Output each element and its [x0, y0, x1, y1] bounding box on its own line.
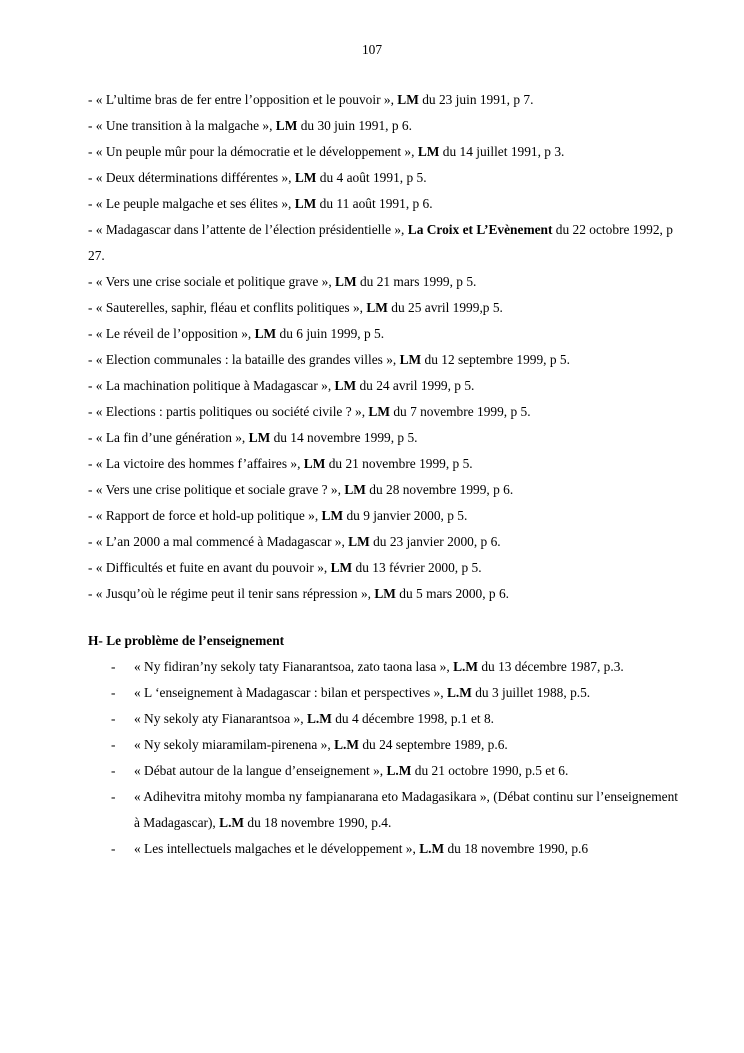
reference-source: LM — [348, 534, 370, 549]
reference-item — [88, 503, 678, 529]
reference-title: « Les intellectuels malgaches et le développement », — [134, 841, 420, 856]
list-item — [88, 654, 678, 680]
reference-source: LM — [254, 326, 277, 341]
reference-title: - « Elections : partis politiques ou société civile ? », — [88, 404, 369, 419]
bullet-dash: - — [111, 711, 116, 726]
reference-source: LM — [335, 274, 357, 289]
bullet-dash: - — [111, 737, 116, 752]
reference-source: LM — [366, 300, 388, 315]
reference-source: LM — [417, 144, 440, 159]
reference-date: du 23 juin 1991, p 7. — [418, 92, 534, 107]
reference-date: du 23 janvier 2000, p 6. — [369, 534, 501, 549]
reference-item — [88, 165, 678, 191]
reference-item — [88, 373, 678, 399]
reference-date: du 22 octobre 1992, p 27. — [88, 222, 673, 263]
reference-date: du 11 août 1991, p 6. — [316, 196, 433, 211]
bullet-dash: - — [111, 841, 116, 856]
reference-source: LM — [294, 170, 317, 185]
reference-date: du 21 octobre 1990, p.5 et 6. — [411, 763, 569, 778]
reference-title: - « Le réveil de l’opposition », — [88, 326, 255, 341]
reference-title: - « Jusqu’où le régime peut il tenir sans répression », — [88, 586, 375, 601]
reference-source: LM — [368, 404, 390, 419]
reference-date: du 21 mars 1999, p 5. — [356, 274, 477, 289]
page-number: 107 — [361, 42, 383, 57]
reference-date: du 25 avril 1999,p 5. — [387, 300, 503, 315]
reference-date: du 18 novembre 1990, p.4. — [244, 815, 392, 830]
reference-title: - « Rapport de force et hold-up politique », — [88, 508, 322, 523]
reference-source: L.M — [306, 711, 332, 726]
reference-source: L.M — [386, 763, 412, 778]
reference-title: - « L’an 2000 a mal commencé à Madagascar », — [88, 534, 349, 549]
reference-source: LM — [248, 430, 271, 445]
list-item — [88, 680, 678, 706]
list-item — [88, 732, 678, 758]
reference-title: - « L’ultime bras de fer entre l’opposition et le pouvoir », — [88, 92, 398, 107]
reference-source: L.M — [453, 659, 478, 674]
reference-date: du 24 septembre 1989, p.6. — [358, 737, 508, 752]
reference-item — [88, 555, 678, 581]
reference-source: LM — [294, 196, 317, 211]
reference-date: du 14 juillet 1991, p 3. — [439, 144, 565, 159]
reference-date: du 3 juillet 1988, p.5. — [471, 685, 591, 700]
reference-source: LM — [303, 456, 326, 471]
reference-item — [88, 347, 678, 373]
reference-title: - « Vers une crise politique et sociale grave ? », — [88, 482, 345, 497]
list-item — [88, 706, 678, 732]
reference-date: du 24 avril 1999, p 5. — [356, 378, 475, 393]
reference-title: - « Sauterelles, saphir, fléau et conflits politiques », — [88, 300, 367, 315]
reference-title: - « La fin d’une génération », — [88, 430, 249, 445]
reference-item — [88, 451, 678, 477]
reference-item — [88, 191, 678, 217]
reference-item — [88, 477, 678, 503]
reference-date: du 12 septembre 1999, p 5. — [421, 352, 570, 367]
reference-date: du 4 décembre 1998, p.1 et 8. — [331, 711, 494, 726]
reference-item — [88, 269, 678, 295]
reference-title: - « La victoire des hommes f’affaires », — [88, 456, 304, 471]
reference-source: LM — [321, 508, 344, 523]
reference-item — [88, 295, 678, 321]
reference-title: « Ny sekoly aty Fianarantsoa », — [134, 711, 307, 726]
reference-item — [88, 321, 678, 347]
reference-title: - « Le peuple malgache et ses élites », — [88, 196, 295, 211]
reference-title: « Ny sekoly miaramilam-pirenena », — [134, 737, 335, 752]
reference-date: du 7 novembre 1999, p 5. — [389, 404, 531, 419]
reference-date: du 28 novembre 1999, p 6. — [365, 482, 514, 497]
reference-date: du 5 mars 2000, p 6. — [395, 586, 510, 601]
reference-list — [88, 87, 678, 607]
bullet-dash: - — [111, 789, 116, 804]
reference-source: L.M — [334, 737, 359, 752]
reference-title: - « Une transition à la malgache », — [88, 118, 276, 133]
reference-title: - « Deux déterminations différentes », — [88, 170, 295, 185]
list-item — [88, 758, 678, 784]
reference-source: LM — [275, 118, 298, 133]
reference-item — [88, 139, 678, 165]
list-item — [88, 836, 678, 862]
reference-title: « Ny fidiran’ny sekoly taty Fianarantsoa, zato taona lasa », — [134, 659, 454, 674]
reference-item — [88, 581, 678, 607]
reference-title: « L ‘enseignement à Madagascar : bilan et perspectives », — [134, 685, 447, 700]
reference-item — [88, 399, 678, 425]
reference-source: La Croix et L’Evènement — [407, 222, 553, 237]
reference-item — [88, 113, 678, 139]
reference-title: - « Vers une crise sociale et politique grave », — [88, 274, 336, 289]
bullet-dash: - — [111, 685, 116, 700]
reference-title: « Débat autour de la langue d’enseignement », — [134, 763, 387, 778]
reference-source: L.M — [446, 685, 472, 700]
reference-date: du 6 juin 1999, p 5. — [276, 326, 385, 341]
bullet-dash: - — [111, 763, 116, 778]
reference-title: - « Un peuple mûr pour la démocratie et le développement », — [88, 144, 418, 159]
list-item — [88, 784, 678, 836]
reference-title: - « Madagascar dans l’attente de l’élection présidentielle », — [88, 222, 408, 237]
reference-source: LM — [374, 586, 396, 601]
reference-source: LM — [397, 92, 419, 107]
reference-source: LM — [344, 482, 366, 497]
reference-item — [88, 87, 678, 113]
reference-source: LM — [399, 352, 422, 367]
reference-item — [88, 529, 678, 555]
reference-date: du 9 janvier 2000, p 5. — [343, 508, 468, 523]
reference-title: - « Difficultés et fuite en avant du pouvoir », — [88, 560, 331, 575]
reference-source: L.M — [419, 841, 445, 856]
reference-source: L.M — [219, 815, 245, 830]
reference-item — [88, 425, 678, 451]
reference-date: du 21 novembre 1999, p 5. — [325, 456, 473, 471]
bullet-dash: - — [111, 659, 116, 674]
reference-source: LM — [330, 560, 353, 575]
reference-title: - « Election communales : la bataille des grandes villes », — [88, 352, 400, 367]
section-heading: H- Le problème de l’enseignement — [88, 633, 285, 648]
reference-date: du 13 février 2000, p 5. — [352, 560, 482, 575]
reference-title: « Adihevitra mitohy momba ny fampianarana eto Madagasikara », (Débat continu sur l’enseignement à Madagascar), — [134, 789, 679, 830]
reference-date: du 13 décembre 1987, p.3. — [477, 659, 624, 674]
reference-item — [88, 217, 678, 269]
reference-date: du 18 novembre 1990, p.6 — [444, 841, 589, 856]
reference-date: du 30 juin 1991, p 6. — [297, 118, 412, 133]
reference-date: du 4 août 1991, p 5. — [316, 170, 427, 185]
reference-title: - « La machination politique à Madagascar », — [88, 378, 335, 393]
reference-date: du 14 novembre 1999, p 5. — [270, 430, 418, 445]
reference-source: LM — [334, 378, 357, 393]
education-reference-list — [88, 654, 678, 862]
